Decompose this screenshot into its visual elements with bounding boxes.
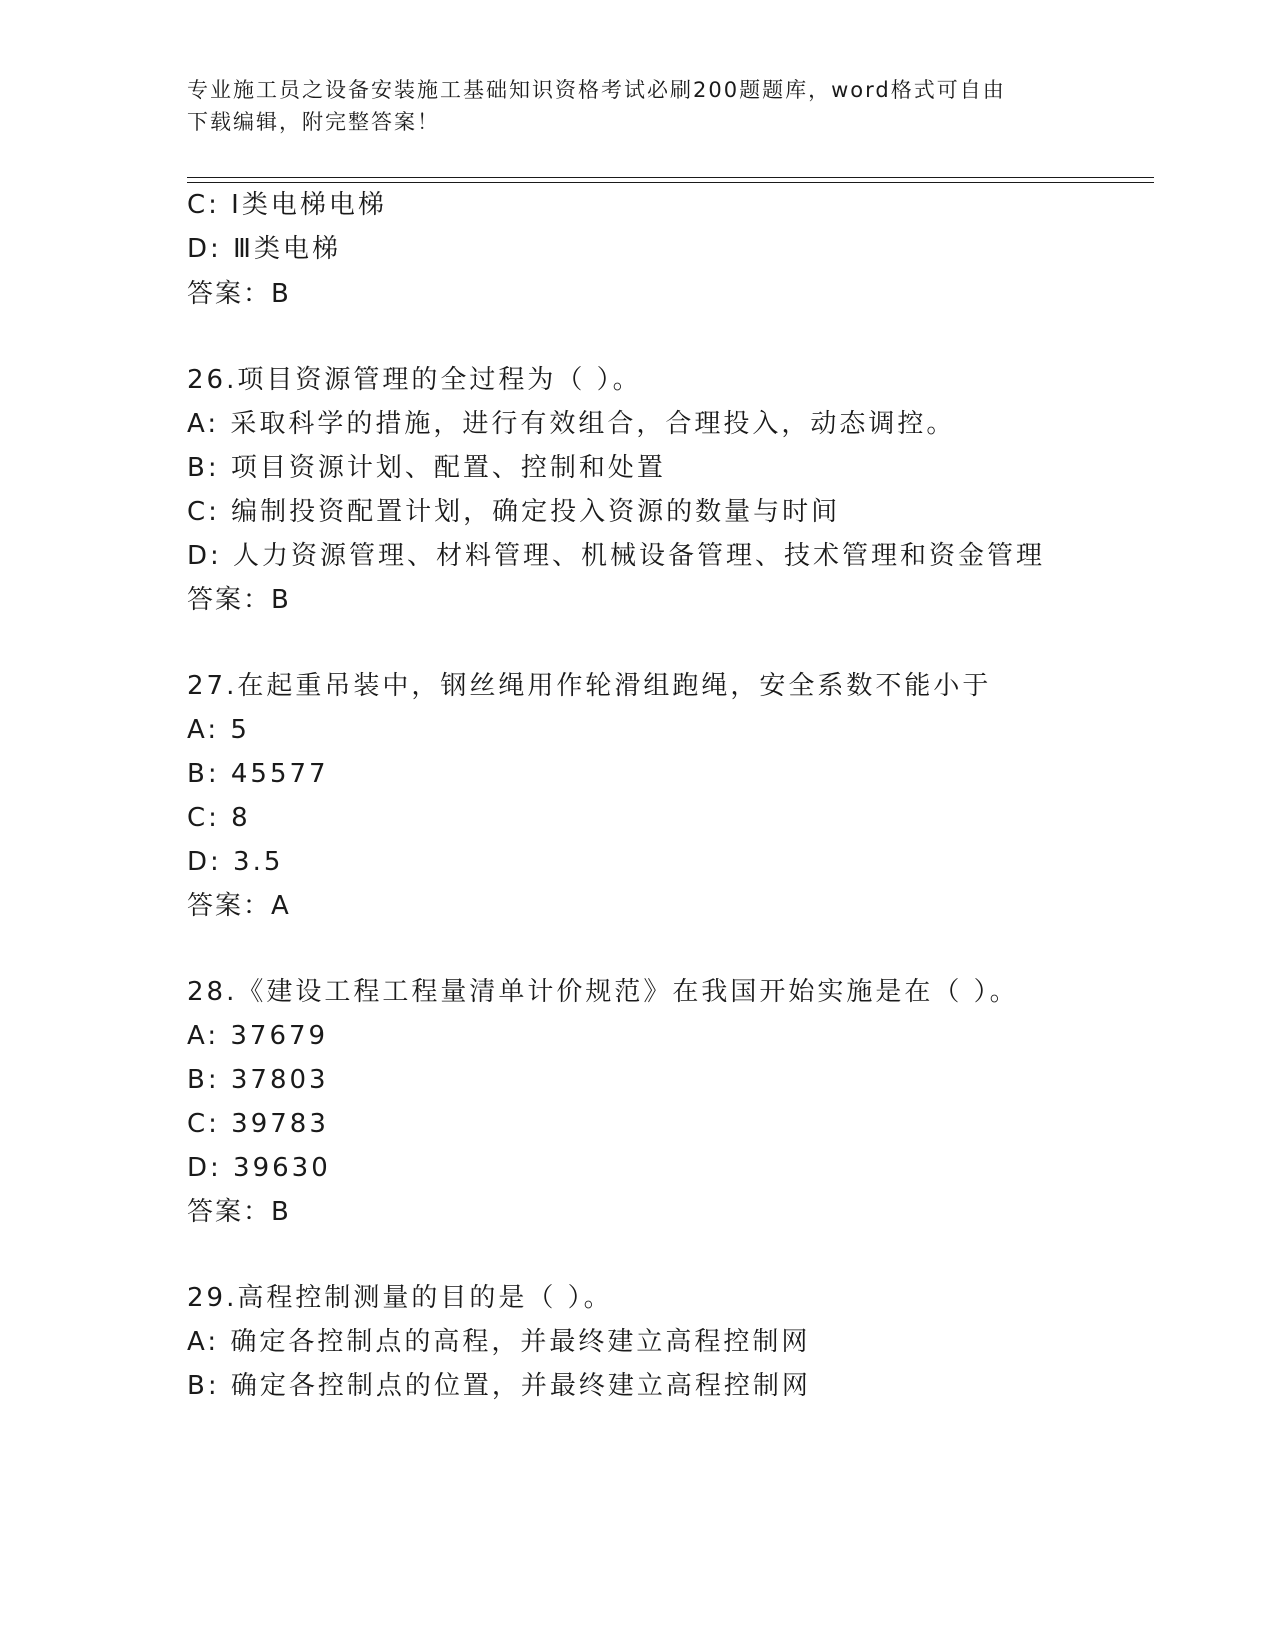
question-29-option-a: A: 确定各控制点的高程，并最终建立高程控制网	[187, 1327, 811, 1357]
question-27-option-a: A: 5	[187, 715, 250, 745]
question-27-option-b: B: 45577	[187, 759, 329, 789]
prev-answer: 答案：B	[187, 279, 291, 309]
question-29-option-b: B: 确定各控制点的位置，并最终建立高程控制网	[187, 1371, 811, 1401]
document-header	[187, 74, 1087, 138]
question-28-stem: 28.《建设工程工程量清单计价规范》在我国开始实施是在（ ）。	[187, 977, 1019, 1007]
question-27-option-d: D: 3.5	[187, 847, 284, 877]
question-28-option-c: C: 39783	[187, 1109, 329, 1139]
question-27-option-c: C: 8	[187, 803, 251, 833]
question-26-option-a: A: 采取科学的措施，进行有效组合，合理投入，动态调控。	[187, 409, 956, 439]
prev-option-c: C: Ⅰ类电梯电梯	[187, 190, 387, 220]
question-28-option-a: A: 37679	[187, 1021, 329, 1051]
question-29-stem: 29.高程控制测量的目的是（ ）。	[187, 1283, 613, 1313]
question-26-option-c: C: 编制投资配置计划，确定投入资源的数量与时间	[187, 497, 841, 527]
question-26-option-b: B: 项目资源计划、配置、控制和处置	[187, 453, 666, 483]
header-divider-bottom	[187, 182, 1154, 183]
question-28-answer: 答案：B	[187, 1197, 291, 1227]
question-26-answer: 答案：B	[187, 585, 291, 615]
question-27-stem: 27.在起重吊装中，钢丝绳用作轮滑组跑绳，安全系数不能小于	[187, 671, 992, 701]
header-line-2: 下载编辑，附完整答案！	[187, 110, 440, 134]
question-28-option-d: D: 39630	[187, 1153, 331, 1183]
header-divider-top	[187, 177, 1154, 178]
header-line-1: 专业施工员之设备安装施工基础知识资格考试必刷200题题库，word格式可自由	[187, 78, 1006, 102]
question-28-option-b: B: 37803	[187, 1065, 329, 1095]
question-26-option-d: D: 人力资源管理、材料管理、机械设备管理、技术管理和资金管理	[187, 541, 1046, 571]
prev-option-d: D: Ⅲ类电梯	[187, 234, 341, 264]
question-27-answer: 答案：A	[187, 891, 291, 921]
question-26-stem: 26.项目资源管理的全过程为（ ）。	[187, 365, 642, 395]
